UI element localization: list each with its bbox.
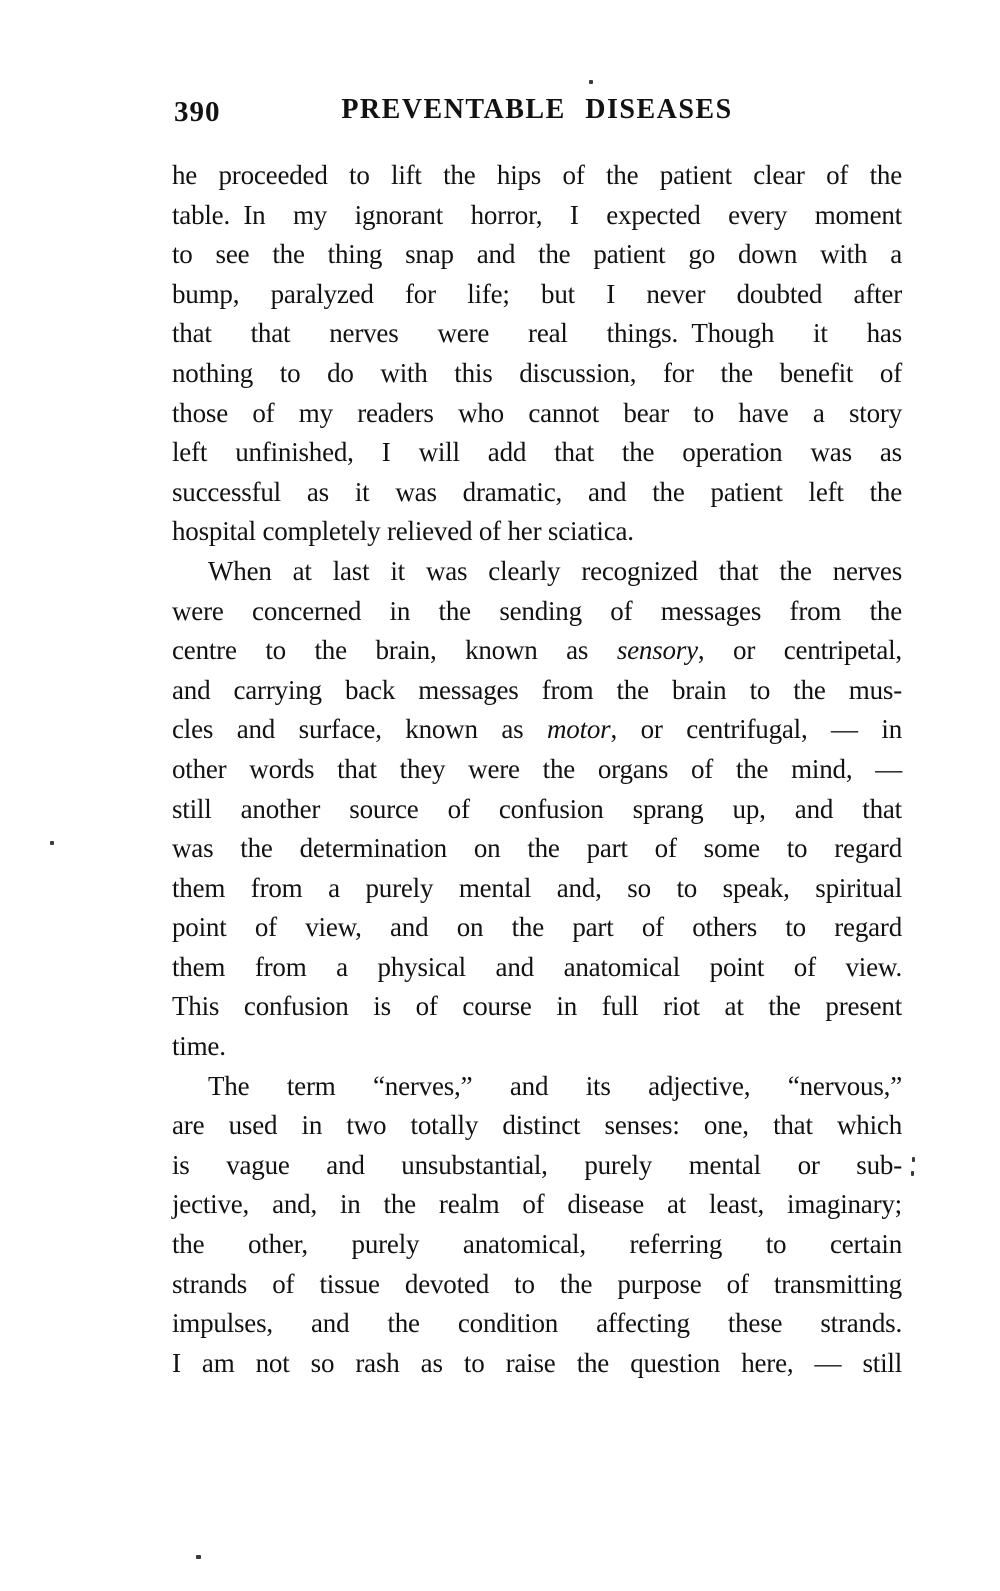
text-segment: When at last it was clearly recognized that the nerves bbox=[208, 555, 902, 586]
text-segment: successful as it was dramatic, and the patient left the bbox=[172, 476, 902, 507]
text-segment: were concerned in the sending of messages from the bbox=[172, 595, 902, 626]
text-line bbox=[172, 1067, 902, 1107]
italic-term: motor bbox=[546, 714, 611, 745]
page-header bbox=[172, 94, 902, 134]
text-line bbox=[172, 750, 902, 790]
text-segment: still another source of confusion sprang up, and that bbox=[172, 793, 902, 824]
text-line bbox=[172, 473, 902, 513]
text-line bbox=[172, 829, 902, 869]
text-segment: them from a physical and anatomical point of view. bbox=[172, 951, 902, 982]
text-line bbox=[172, 394, 902, 434]
text-segment: he proceeded to lift the hips of the patient clear of the bbox=[172, 160, 902, 190]
text-segment: to see the thing snap and the patient go down with a bbox=[172, 239, 902, 270]
text-segment: and carrying back messages from the brain to the mus- bbox=[172, 674, 902, 705]
scan-speck bbox=[589, 80, 593, 84]
text-segment: are used in two totally distinct senses: one, that which bbox=[172, 1110, 902, 1141]
text-segment: is vague and unsubstantial, purely mental or sub- bbox=[172, 1149, 902, 1180]
text-line bbox=[172, 552, 902, 592]
text-line bbox=[172, 1185, 902, 1225]
text-segment: those of my readers who cannot bear to have a story bbox=[172, 397, 902, 428]
text-line bbox=[172, 1106, 902, 1146]
text-line bbox=[172, 790, 902, 830]
text-segment: impulses, and the condition affecting these strands. bbox=[172, 1308, 902, 1339]
text-segment: left unfinished, I will add that the operation was as bbox=[172, 437, 902, 468]
text-line bbox=[172, 1146, 902, 1186]
text-segment: This confusion is of course in full riot at the present bbox=[172, 991, 902, 1022]
text-line bbox=[172, 1225, 902, 1265]
text-segment: I am not so rash as to raise the question here, — still bbox=[172, 1347, 902, 1378]
text-segment: table. In my ignorant horror, I expected every moment bbox=[172, 199, 902, 230]
text-segment: cles and surface, known as bbox=[172, 714, 547, 745]
text-segment: nothing to do with this discussion, for the benefit of bbox=[172, 357, 902, 388]
text-line bbox=[172, 235, 902, 275]
text-segment: The term “nerves,” and its adjective, “nervous,” bbox=[208, 1070, 902, 1101]
scan-speck bbox=[911, 1171, 914, 1176]
text-segment: was the determination on the part of some to regard bbox=[172, 833, 902, 864]
text-segment: point of view, and on the part of others to regard bbox=[172, 912, 902, 943]
text-segment: that that nerves were real things. Though it has bbox=[172, 318, 902, 349]
text-line bbox=[172, 1265, 902, 1305]
text-line bbox=[172, 869, 902, 909]
text-line bbox=[172, 631, 902, 671]
text-line bbox=[172, 1027, 902, 1067]
text-segment: other words that they were the organs of the mind, — bbox=[172, 753, 902, 784]
text-segment: , or centrifugal, — in bbox=[610, 714, 902, 745]
text-line bbox=[172, 512, 902, 552]
text-line bbox=[172, 908, 902, 948]
text-line bbox=[172, 275, 902, 315]
text-segment: centre to the brain, known as bbox=[172, 635, 617, 666]
text-line bbox=[172, 433, 902, 473]
text-line bbox=[172, 987, 902, 1027]
text-segment: , or centripetal, bbox=[697, 635, 902, 666]
text-segment: the other, purely anatomical, referring to certain bbox=[172, 1229, 902, 1260]
scan-speck bbox=[50, 841, 54, 845]
text-block bbox=[172, 156, 902, 1383]
text-line bbox=[172, 592, 902, 632]
text-segment: time. bbox=[172, 1031, 226, 1062]
text-line bbox=[172, 671, 902, 711]
text-segment: bump, paralyzed for life; but I never doubted after bbox=[172, 278, 902, 309]
text-line bbox=[172, 196, 902, 236]
text-line bbox=[172, 1304, 902, 1344]
running-title: PREVENTABLE DISEASES bbox=[341, 94, 733, 125]
italic-term: sensory bbox=[616, 635, 698, 666]
text-line bbox=[172, 156, 902, 196]
text-line bbox=[172, 948, 902, 988]
text-segment: them from a purely mental and, so to speak, spiritual bbox=[172, 872, 902, 903]
scan-speck bbox=[912, 1157, 915, 1162]
text-segment: hospital completely relieved of her sciatica. bbox=[172, 516, 634, 547]
scan-speck bbox=[196, 1555, 201, 1559]
text-segment: jective, and, in the realm of disease at least, imaginary; bbox=[172, 1189, 902, 1220]
text-line bbox=[172, 314, 902, 354]
text-line bbox=[172, 710, 902, 750]
page-number: 390 bbox=[174, 96, 221, 128]
text-line bbox=[172, 354, 902, 394]
text-segment: strands of tissue devoted to the purpose of transmitting bbox=[172, 1268, 902, 1299]
text-line bbox=[172, 1344, 902, 1384]
